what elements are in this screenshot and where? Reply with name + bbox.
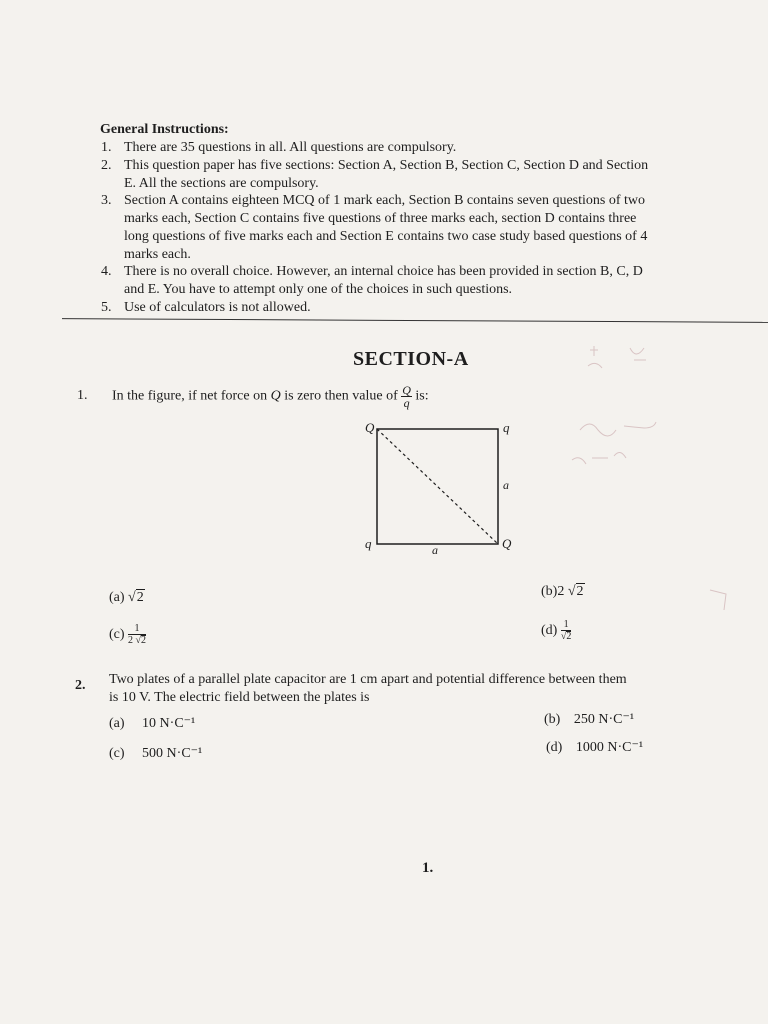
charge-label-bottom-left: q — [365, 536, 372, 551]
instruction-line: There is no overall choice. However, an internal choice has been provided in section B, C, D — [124, 264, 643, 279]
option-value: 10 N·C⁻¹ — [142, 716, 196, 731]
page-number: 1. — [422, 860, 434, 876]
side-label-bottom: a — [432, 543, 438, 557]
option-d — [546, 739, 643, 756]
fraction-denominator: 2 √2 — [128, 635, 147, 646]
option-label: (c) — [109, 627, 125, 643]
option-c — [109, 745, 202, 762]
option-c — [109, 624, 146, 646]
diagonal-dashed-line — [377, 429, 498, 544]
instruction-line: Section A contains eighteen MCQ of 1 mark each, Section B contains seven questions of two — [124, 193, 646, 208]
option-label: (b)2 — [541, 584, 565, 599]
question-text: is 10 V. The electric field between the plates is — [109, 690, 370, 705]
option-a — [109, 590, 145, 606]
option-label: (d) — [541, 623, 558, 639]
bleed-mark — [572, 452, 626, 464]
fraction — [401, 384, 412, 409]
option-value: 500 N·C⁻¹ — [142, 746, 203, 761]
sqrt-expression: √2 — [128, 590, 144, 605]
charge-label-top-left: Q — [365, 420, 375, 435]
option-d — [541, 620, 571, 642]
divider-line — [62, 318, 768, 323]
bleed-mark — [710, 590, 726, 610]
instruction-line: and E. You have to attempt only one of the choices in such questions. — [124, 282, 513, 297]
radicand: 2 — [141, 635, 147, 646]
bleed-mark — [580, 422, 656, 436]
question-text — [112, 384, 429, 409]
question-number: 1. — [77, 388, 88, 403]
option-a — [109, 715, 195, 732]
instruction-number: 5. — [101, 300, 112, 315]
instruction-number: 3. — [101, 193, 112, 208]
instruction-line: long questions of five marks each and Section E contains two case study based questions of 4 — [124, 229, 648, 244]
radicand: 2 — [136, 590, 144, 605]
question-text: Two plates of a parallel plate capacitor are 1 cm apart and potential difference between them — [109, 672, 627, 687]
fraction — [128, 624, 146, 646]
question-number: 2. — [75, 678, 86, 693]
section-title: SECTION-A — [353, 348, 469, 370]
radicand: 2 — [576, 584, 584, 599]
option-label: (c) — [109, 746, 125, 761]
variable-q: Q — [270, 388, 281, 404]
fraction-denominator: q — [403, 396, 410, 410]
option-label: (b) — [544, 712, 561, 727]
question-text-part: is: — [415, 388, 429, 404]
instruction-number: 4. — [101, 264, 112, 279]
fraction-numerator: Q — [402, 383, 411, 397]
side-label-right: a — [503, 478, 509, 492]
bleed-through-marks — [560, 340, 760, 620]
instruction-line: There are 35 questions in all. All questions are compulsory. — [124, 140, 457, 155]
fraction — [561, 620, 572, 642]
option-label: (d) — [546, 740, 563, 755]
radicand: 2 — [566, 631, 572, 642]
denominator-prefix: 2 — [128, 635, 134, 646]
instruction-line: E. All the sections are compulsory. — [124, 176, 319, 191]
sqrt-expression: √2 — [567, 584, 584, 599]
bleed-mark — [588, 346, 602, 368]
instruction-number: 1. — [101, 140, 112, 155]
charge-label-top-right: q — [503, 420, 510, 435]
instruction-line: This question paper has five sections: Section A, Section B, Section C, Section D and Section — [124, 158, 649, 173]
option-b — [544, 711, 634, 728]
option-value: 1000 N·C⁻¹ — [575, 740, 644, 755]
fraction-numerator: 1 — [561, 620, 572, 631]
instruction-line: marks each, Section C contains five questions of three marks each, section D contains three — [124, 211, 637, 226]
option-value: 250 N·C⁻¹ — [573, 712, 635, 727]
instruction-line: Use of calculators is not allowed. — [124, 300, 311, 315]
instruction-line: marks each. — [124, 247, 191, 262]
option-label: (a) — [109, 716, 125, 731]
question-text-part: is zero then value of — [284, 388, 398, 404]
question-text-part: In the figure, if net force on — [112, 388, 268, 404]
fraction-numerator: 1 — [128, 624, 146, 635]
option-label: (a) — [109, 590, 125, 605]
bleed-mark — [630, 348, 646, 360]
fraction-denominator: √2 — [560, 631, 572, 642]
instructions-heading: General Instructions: — [100, 122, 229, 137]
square-charge-figure — [360, 418, 520, 558]
instruction-number: 2. — [101, 158, 112, 173]
charge-label-bottom-right: Q — [502, 536, 512, 551]
